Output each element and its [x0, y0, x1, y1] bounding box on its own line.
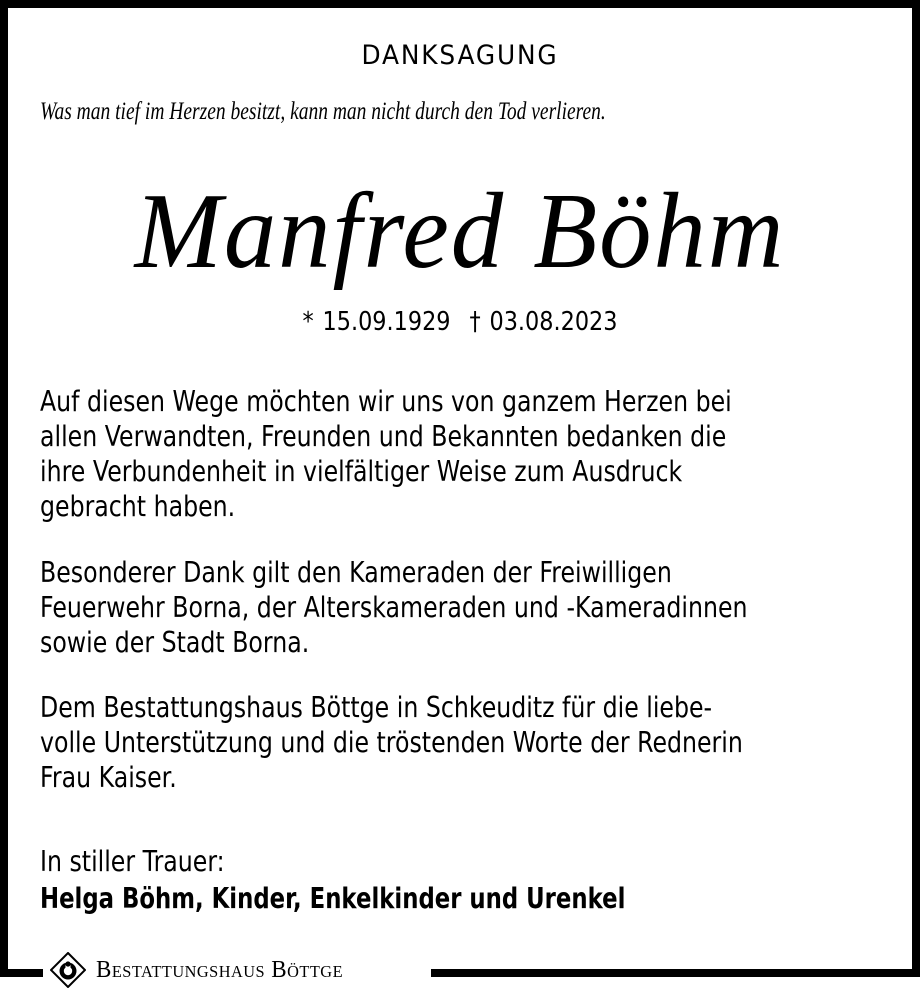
frame-border-bottom-right	[431, 969, 920, 977]
frame-border-bottom-left	[0, 969, 43, 977]
text-line: ihre Verbundenheit in vielfältiger Weise zum Ausdruck	[40, 455, 683, 488]
motto-quote: Was man tief im Herzen besitzt, kann man nicht durch den Tod verlieren.	[40, 98, 606, 125]
text-line: sowie der Stadt Borna.	[40, 626, 310, 659]
text-line: allen Verwandten, Freunden und Bekannten bedanken die	[40, 420, 727, 453]
company-name: Bestattungshaus Böttge	[96, 956, 344, 983]
text-line: Feuerwehr Borna, der Alterskameraden und -Kameradinnen	[40, 591, 748, 624]
text-line: Dem Bestattungshaus Böttge in Schkeuditz für die liebe-	[40, 691, 713, 724]
frame-border-top	[0, 0, 920, 8]
frame-border-left	[0, 0, 8, 977]
signers: Helga Böhm, Kinder, Enkelkinder und Urenkel	[40, 882, 626, 915]
thanks-paragraph-3	[40, 690, 743, 795]
closing-line: In stiller Trauer:	[40, 845, 225, 878]
frame-border-right	[912, 0, 920, 977]
life-dates	[64, 307, 855, 337]
text-line: gebracht haben.	[40, 490, 236, 523]
text-line: Besonderer Dank gilt den Kameraden der Freiwilligen	[40, 556, 672, 589]
funeral-home-logo-icon	[50, 952, 86, 988]
text-line: volle Unterstützung und die tröstenden Worte der Rednerin	[40, 726, 743, 759]
notice-heading: DANKSAGUNG	[361, 40, 559, 71]
thanks-paragraph-2	[40, 555, 748, 660]
text-line: Frau Kaiser.	[40, 761, 177, 794]
footer-branding	[50, 952, 353, 988]
thanks-paragraph-1	[40, 384, 732, 524]
text-line: Auf diesen Wege möchten wir uns von ganzem Herzen bei	[40, 385, 732, 418]
birth-date: * 15.09.1929	[302, 307, 451, 337]
death-date: † 03.08.2023	[469, 307, 618, 337]
deceased-name: Manfred Böhm	[134, 172, 786, 291]
